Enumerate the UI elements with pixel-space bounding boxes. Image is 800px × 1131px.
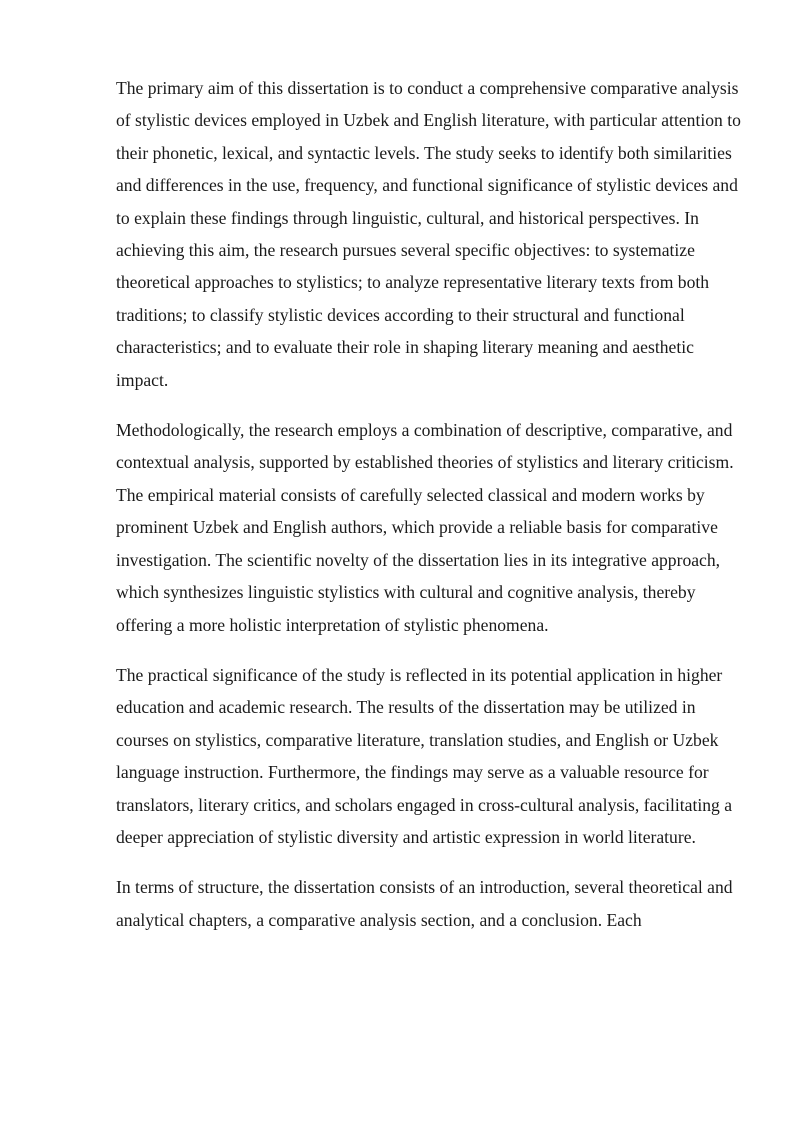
paragraph-significance: The practical significance of the study is reflected in its potential application in higher education and academic research. The results of the dissertation may be utilized in courses on stylistics, comparative literature, translation studies, and English or Uzbek language instruction. Furthermore, the findings may serve as a valuable resource for translators, literary critics, and scholars engaged in cross-cultural analysis, facilitating a deeper appreciation of stylistic diversity and artistic expression in world literature.: [116, 664, 733, 847]
paragraph-aim: The primary aim of this dissertation is to conduct a comprehensive comparative analysis of stylistic devices employed in Uzbek and English literature, with particular attention to their phonetic, lexical, and syntactic levels. The study seeks to identify both similarities and differences in the use, frequency, and functional significance of stylistic devices and to explain these findings through linguistic, cultural, and historical perspectives. In achieving this aim, the research pursues several specific objectives: to systematize theoretical approaches to stylistics; to analyze representative literary texts from both traditions; to classify stylistic devices according to their structural and functional characteristics; and to evaluate their role in shaping literary meaning and aesthetic impact.: [116, 78, 741, 390]
paragraph-structure: In terms of structure, the dissertation consists of an introduction, several theoretical and analytical chapters, a comparative analysis section, and a conclusion. Each: [116, 877, 733, 930]
document-body: [116, 72, 746, 936]
paragraph-methodology: Methodologically, the research employs a combination of descriptive, comparative, and contextual analysis, supported by established theories of stylistics and literary criticism. The empirical material consists of carefully selected classical and modern works by prominent Uzbek and English authors, which provide a reliable basis for comparative investigation. The scientific novelty of the dissertation lies in its integrative approach, which synthesizes linguistic stylistics with cultural and cognitive analysis, thereby offering a more holistic interpretation of stylistic phenomena.: [116, 420, 734, 635]
